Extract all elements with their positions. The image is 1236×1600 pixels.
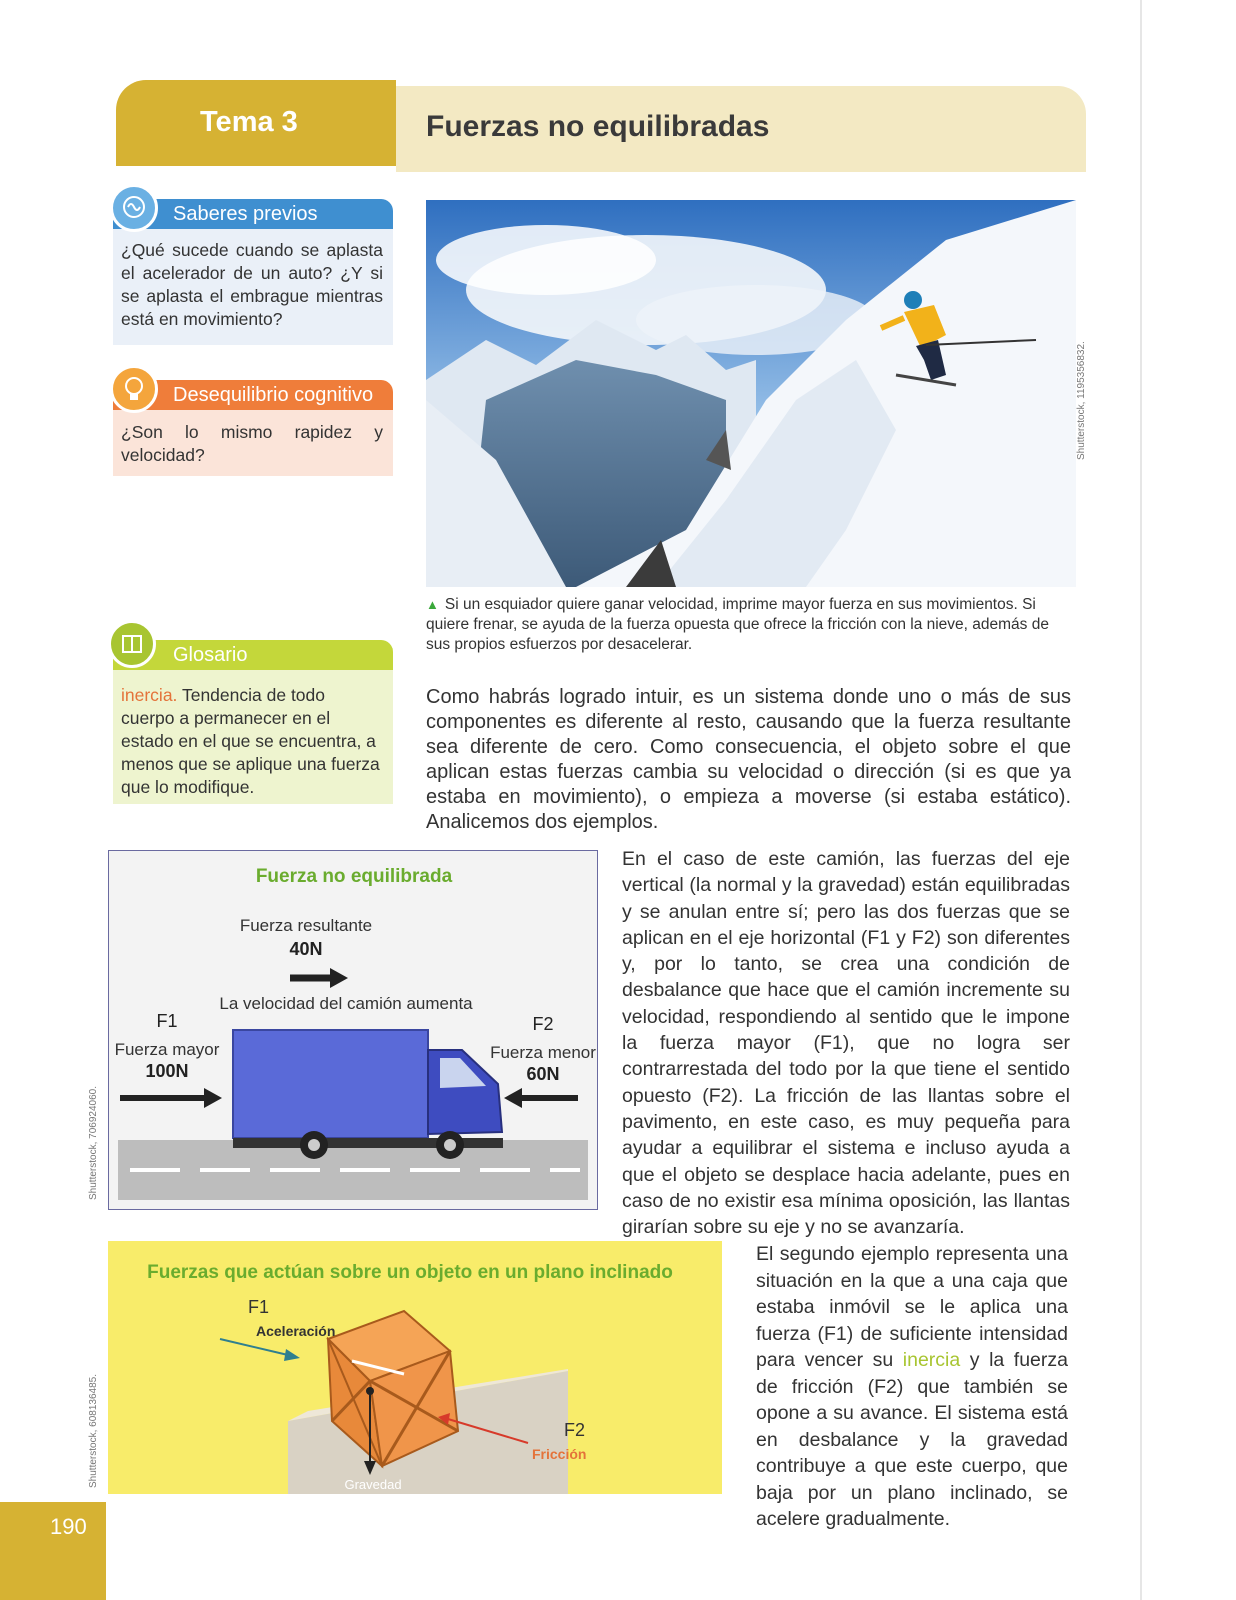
paragraph-3-before: El segundo ejemplo representa una situación en la que a una caja que estaba inmóvil se le aplica una fuerza (F1) de suficiente intensidad para vencer su (756, 1243, 1068, 1371)
saberes-heading: Saberes previos (113, 199, 393, 229)
caption-text: Si un esquiador quiere ganar velocidad, imprime mayor fuerza en sus movimientos. Si quiere frenar, se ayuda de la fuerza opuesta que ofrece la fricción con la nieve, además de sus propios esfuerzos por desacelerar. (426, 596, 1049, 653)
page-number: 190 (50, 1514, 87, 1539)
resultant-label: Fuerza resultante (239, 916, 373, 935)
speed-note: La velocidad del camión aumenta (219, 994, 473, 1013)
triangle-icon: ▲ (426, 597, 439, 612)
f2-name: F2 (532, 1014, 554, 1034)
incline-f1-name: F1 (248, 1297, 270, 1317)
paragraph-1: Como habrás logrado intuir, es un sistema donde uno o más de sus componentes es diferente al resto, causando que la fuerza resultante sea diferente de cero. Como consecuencia, el objeto sobre el que aplican estas fuerzas cambia su velocidad o dirección (si es que ya estaba en movimiento), o empieza a moverse (si estaba estático). Analicemos dos ejemplos. (426, 686, 1071, 833)
f2-value: 60N (526, 1064, 560, 1084)
desequilibrio-text: ¿Son lo mismo rapidez y velocidad? (121, 422, 383, 465)
truck-figure-title: Fuerza no equilibrada (255, 866, 453, 887)
paragraph-2: En el caso de este camión, las fuerzas del eje vertical (la normal y la gravedad) están equilibradas y se anulan entre sí; pero las dos fuerzas que se aplican en el eje horizontal (F1 y F2) son diferentes y, por lo tanto, se crea una condición de desbalance que hace que el camión incremente su velocidad, respondiendo al sentido que le impone la fuerza mayor (F1), que no logra ser contrarrestada del todo por la que tiene el sentido opuesto (F2). La fricción de las llantas sobre el pavimento, en este caso, es muy pequeña para ayudar a equilibrar el sistema e incluso ayuda a que el objeto se desplace hacia adelante, pues en caso de no existir esa mínima oposición, las llantas girarían sobre su eje y no se avanzaría. (622, 848, 1070, 1239)
truck-credit: Shutterstock, 706924060. (88, 1086, 99, 1200)
gravity-label: Gravedad (344, 1477, 402, 1492)
truck-figure (110, 852, 596, 1208)
incline-credit: Shutterstock, 608136485. (88, 1374, 99, 1488)
resultant-arrow (290, 968, 348, 988)
desequilibrio-heading: Desequilibrio cognitivo (113, 380, 393, 410)
truck (233, 1030, 503, 1159)
incline-figure (108, 1241, 722, 1494)
paragraph-3 (756, 1241, 1068, 1533)
f2-arrow (504, 1088, 578, 1108)
tema-label: Tema 3 (200, 106, 298, 138)
photo-caption (426, 595, 1074, 655)
glosario-text (121, 684, 383, 799)
inercia-term: inercia (902, 1349, 961, 1371)
page-title: Fuerzas no equilibradas (426, 110, 770, 143)
book-icon (108, 620, 156, 668)
incline-figure-title: Fuerzas que actúan sobre un objeto en un plano inclinado (147, 1262, 673, 1283)
incline-f2-label: Fricción (532, 1446, 587, 1462)
paragraph-3-after: y la fuerza de fricción (F2) que también se opone a su avance. El sistema está en desbalance y la gravedad contribuye a que este cuerpo, que baja por un plano inclinado, se acelere gradualmente. (756, 1349, 1068, 1530)
f2-label: Fuerza menor (490, 1043, 596, 1062)
f1-value: 100N (145, 1061, 189, 1081)
page-edge (1140, 0, 1142, 1600)
glosario-definition: Tendencia de todo cuerpo a permanecer en el estado en el que se encuentra, a menos que se aplique una fuerza que lo modifique. (121, 685, 380, 797)
glosario-term: inercia. (121, 685, 178, 705)
brain-icon (110, 184, 158, 232)
lightbulb-icon (110, 365, 158, 413)
skier-photo (426, 200, 1076, 587)
saberes-text: ¿Qué sucede cuando se aplasta el acelerador de un auto? ¿Y si se aplasta el embrague mientras está en movimiento? (121, 240, 383, 329)
f1-arrow (120, 1088, 222, 1108)
f1-label: Fuerza mayor (114, 1040, 220, 1059)
incline-f2-name: F2 (564, 1420, 586, 1440)
incline-f1-label: Aceleración (256, 1323, 336, 1339)
glosario-heading: Glosario (113, 640, 393, 670)
resultant-value: 40N (289, 939, 323, 959)
f1-name: F1 (156, 1011, 178, 1031)
acceleration-arrow (220, 1339, 300, 1361)
photo-credit: Shutterstock, 1195356832. (1076, 341, 1087, 460)
